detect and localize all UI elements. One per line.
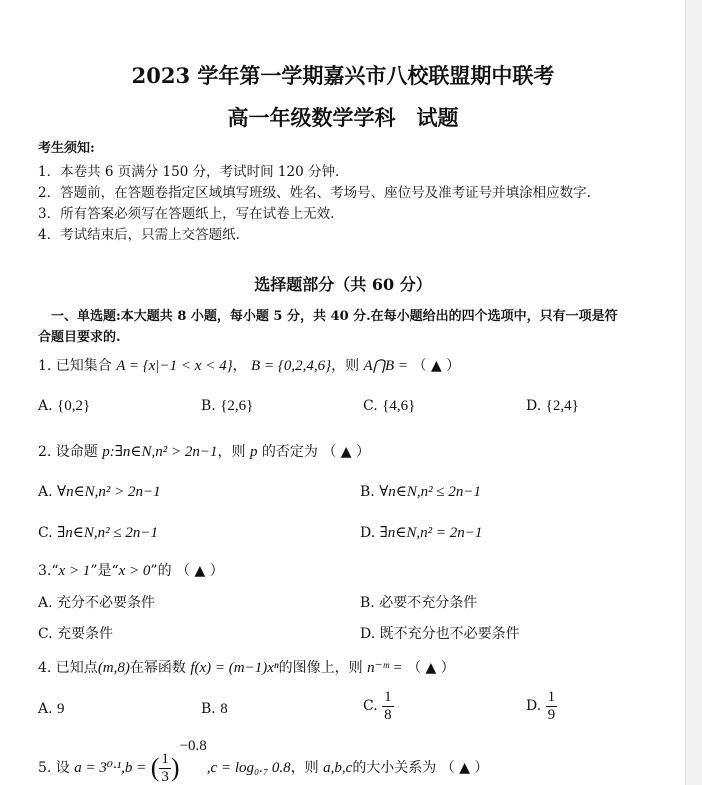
option-label: B. <box>201 398 216 414</box>
q5-a: a = 3⁰·¹ <box>74 760 122 776</box>
option-value: ∀n∈N,n² > 2n−1 <box>57 484 161 500</box>
numerator: 1 <box>547 689 556 705</box>
q2-option-a <box>38 482 161 501</box>
option-label: B. <box>201 701 216 717</box>
q3-quote-open: “ <box>51 563 59 579</box>
q4-option-d <box>526 689 557 723</box>
option-value: ∃n∈N,n² ≤ 2n−1 <box>57 525 158 541</box>
notice-item: 2．答题前，在答题卷指定区域填写班级、姓名、考场号、座位号及准考证号并填涂相应数字. <box>38 185 591 201</box>
q4-number: 4. 已知点 <box>38 660 98 676</box>
exam-subtitle: 高一年级数学学科 试题 <box>227 105 459 130</box>
option-label: B. <box>360 484 375 500</box>
answer-marker: （ ▲ ） <box>407 660 455 676</box>
answer-marker: （ ▲ ） <box>412 358 461 374</box>
denominator: 9 <box>547 706 556 723</box>
section-instruction-cont: 合题目要求的. <box>38 330 121 345</box>
option-label: D. <box>526 698 542 714</box>
q2-proposition: p:∃n∈N,n² > 2n−1 <box>102 444 218 460</box>
option-label: C. <box>363 698 378 714</box>
q2-option-b <box>360 482 481 501</box>
paren-close: ) <box>170 753 180 782</box>
q2-ask-pre: ，则 <box>217 444 246 460</box>
section-title: 选择题部分（共 60 分） <box>254 275 432 294</box>
q2-option-c <box>38 523 158 542</box>
option-value: {4,6} <box>382 398 416 414</box>
option-value: 9 <box>57 701 65 717</box>
answer-marker: （ ▲ ） <box>176 563 224 579</box>
q2-ask: 的否定为 <box>261 444 318 460</box>
q1-ask: A⋂B = <box>363 358 409 374</box>
question-2 <box>38 441 370 461</box>
option-label: A. <box>38 701 53 717</box>
q4-point: (m,8) <box>97 660 130 676</box>
q4-option-a <box>38 701 65 718</box>
option-value: {2,6} <box>220 398 254 414</box>
q5-b-fraction <box>159 751 171 785</box>
q1-option-d <box>526 398 579 415</box>
question-5 <box>38 738 488 785</box>
answer-marker: （ ▲ ） <box>440 760 489 776</box>
q1-option-a <box>38 398 90 415</box>
q3-condition-2: x > 0 <box>118 563 151 579</box>
q3-mid: ”是“ <box>90 563 119 579</box>
q5-ask: 的大小关系为 <box>352 760 437 776</box>
notice-item: 4．考试结束后，只需上交答题纸. <box>38 227 240 243</box>
option-value: {2,4} <box>545 398 579 414</box>
q5-vars: a,b,c <box>323 760 353 776</box>
notice-item: 1．本卷共 6 页满分 150 分，考试时间 120 分钟. <box>38 164 340 180</box>
q5-c: ,c = log₀.₇ 0.8 <box>206 760 291 776</box>
option-value: 8 <box>220 701 228 717</box>
option-label: A. <box>38 398 53 414</box>
notice-item: 3．所有答案必须写在答题纸上，写在试卷上无效. <box>38 206 335 222</box>
q5-b-exponent: −0.8 <box>179 738 207 754</box>
question-3 <box>38 560 224 580</box>
q1-number: 1. 已知集合 <box>38 358 112 374</box>
paren-open: ( <box>150 753 160 782</box>
q3-number: 3. <box>38 563 52 579</box>
scrollbar[interactable] <box>685 0 702 785</box>
q3-option-d: D. 既不充分也不必要条件 <box>360 626 520 642</box>
q5-b-pre: ,b = <box>121 760 147 776</box>
q5-ask-pre: ，则 <box>290 760 319 776</box>
question-1 <box>38 355 460 375</box>
q1-ask-pre: ，则 <box>331 358 360 374</box>
q4-mid2: 的图像上，则 <box>278 660 363 676</box>
q4-option-b <box>201 701 228 718</box>
q1-sep: ， <box>232 358 247 374</box>
option-label: A. <box>38 484 53 500</box>
notice-heading: 考生须知: <box>38 141 95 156</box>
q3-quote-close: ”的 <box>150 563 172 579</box>
q3-option-c: C. 充要条件 <box>38 626 114 642</box>
q1-set-a: A = {x|−1 < x < 4} <box>116 358 233 374</box>
q1-option-b <box>201 398 253 415</box>
option-value: {0,2} <box>57 398 91 414</box>
q4-option-c-fraction <box>382 689 394 723</box>
option-value: ∃n∈N,n² = 2n−1 <box>379 525 483 541</box>
option-label: D. <box>360 525 376 541</box>
numerator: 1 <box>384 689 392 705</box>
q3-option-a: A. 充分不必要条件 <box>38 595 156 611</box>
q4-mid: 在幂函数 <box>129 660 186 676</box>
q4-function: f(x) = (m−1)xⁿ <box>190 660 279 676</box>
q4-expr: n⁻ᵐ = <box>367 660 403 676</box>
q2-p: p <box>249 444 258 460</box>
q4-option-c <box>363 689 394 723</box>
q1-option-c <box>363 398 415 415</box>
q2-option-d <box>360 523 482 542</box>
answer-marker: （ ▲ ） <box>322 444 371 460</box>
option-value: ∀n∈N,n² ≤ 2n−1 <box>379 484 481 500</box>
option-label: C. <box>363 398 378 414</box>
numerator: 1 <box>161 751 169 767</box>
q1-set-b: B = {0,2,4,6} <box>251 358 332 374</box>
denominator: 8 <box>384 706 392 723</box>
q5-number: 5. 设 <box>38 760 70 776</box>
option-label: C. <box>38 525 53 541</box>
q3-option-b: B. 必要不充分条件 <box>360 595 478 611</box>
q3-condition-1: x > 1 <box>58 563 91 579</box>
option-label: D. <box>526 398 542 414</box>
section-instruction: 一、单选题:本大题共 8 小题，每小题 5 分，共 40 分.在每小题给出的四个选项中，只有一项是符 <box>38 309 618 324</box>
q2-number: 2. 设命题 <box>38 444 98 460</box>
exam-title: 2023 学年第一学期嘉兴市八校联盟期中联考 <box>131 63 555 88</box>
q4-option-d-fraction <box>546 689 558 723</box>
question-4 <box>38 657 455 677</box>
denominator: 3 <box>161 768 169 785</box>
